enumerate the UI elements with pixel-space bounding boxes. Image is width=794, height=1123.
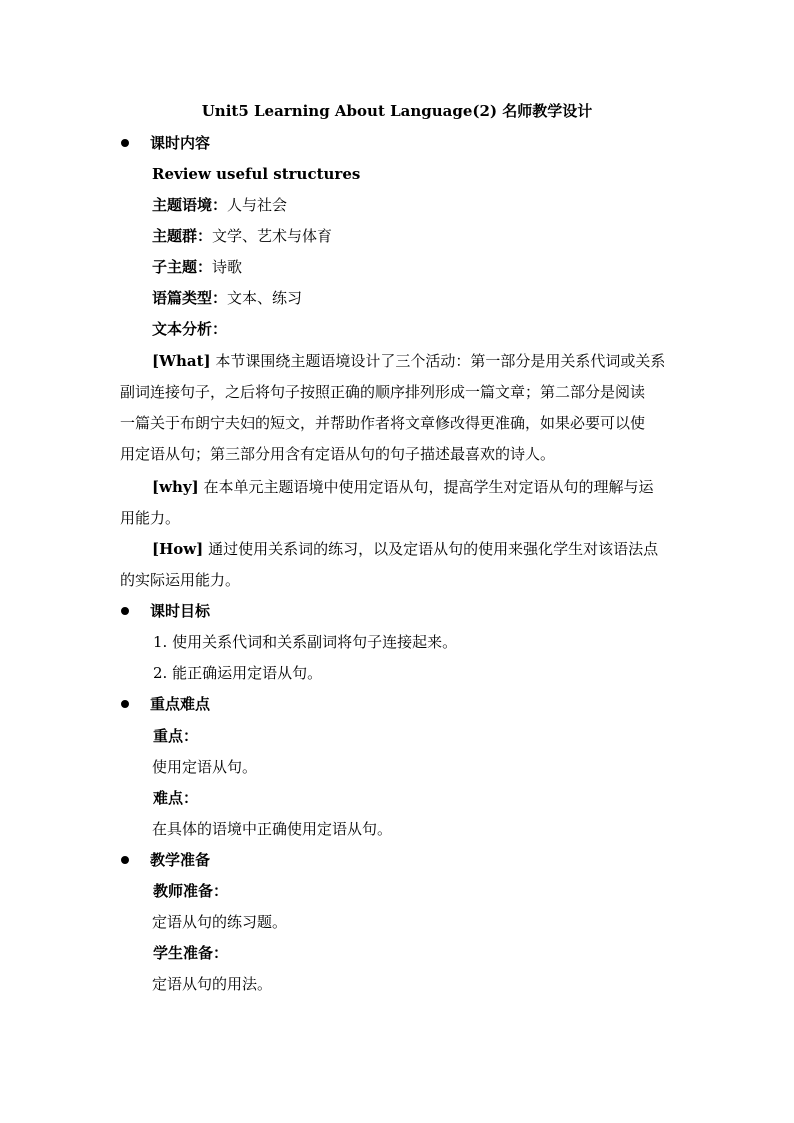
section-heading-prep: 教学准备: [150, 851, 211, 869]
group-line: [152, 226, 332, 246]
what-line-3: 一篇关于布朗宁夫妇的短文，并帮助作者将文章修改得更准确，如果必要可以使: [120, 414, 646, 432]
page-title: Unit5 Learning About Language(2) 名师教学设计: [201, 102, 593, 120]
what-line-1: [152, 351, 665, 371]
section-heading-key: 重点难点: [150, 695, 211, 713]
focus-value: 使用定语从句。: [152, 758, 258, 776]
bullet-icon: [121, 139, 129, 147]
why-line-2: 用能力。: [120, 509, 181, 527]
why-line-1: [152, 477, 654, 497]
goal-item-1: 1. 使用关系代词和关系副词将句子连接起来。: [153, 633, 458, 651]
section-heading-goals: 课时目标: [150, 602, 211, 620]
review-line: Review useful structures: [152, 165, 361, 183]
what-line-4: 用定语从句；第三部分用含有定语从句的句子描述最喜欢的诗人。: [120, 445, 556, 463]
teacher-prep-value: 定语从句的练习题。: [152, 913, 288, 931]
subtheme-value: 诗歌: [212, 258, 243, 276]
what-text-1: 本节课围绕主题语境设计了三个活动：第一部分是用关系代词或关系: [210, 352, 666, 370]
type-label: 语篇类型：: [152, 289, 228, 307]
bullet-icon: [121, 700, 129, 708]
theme-value: 人与社会: [227, 196, 288, 214]
analysis-label: 文本分析：: [152, 320, 228, 338]
why-tag: [why]: [152, 478, 199, 496]
student-prep-value: 定语从句的用法。: [152, 975, 273, 993]
what-tag: [What]: [152, 352, 211, 370]
why-text-1: 在本单元主题语境中使用定语从句，提高学生对定语从句的理解与运: [198, 478, 654, 496]
what-line-2: 副词连接句子，之后将句子按照正确的顺序排列形成一篇文章；第二部分是阅读: [120, 383, 646, 401]
theme-line: [152, 195, 287, 215]
student-prep-label: 学生准备：: [153, 944, 229, 962]
focus-label: 重点：: [153, 727, 199, 745]
difficulty-value: 在具体的语境中正确使用定语从句。: [152, 820, 393, 838]
difficulty-label: 难点：: [153, 789, 199, 807]
how-line-1: [152, 539, 658, 559]
teacher-prep-label: 教师准备：: [153, 882, 229, 900]
bullet-icon: [121, 856, 129, 864]
type-line: [152, 288, 302, 308]
how-text-1: 通过使用关系词的练习，以及定语从句的使用来强化学生对该语法点: [203, 540, 659, 558]
bullet-icon: [121, 607, 129, 615]
group-value: 文学、艺术与体育: [212, 227, 333, 245]
section-heading-content: 课时内容: [150, 134, 211, 152]
goal-item-2: 2. 能正确运用定语从句。: [153, 664, 323, 682]
how-tag: [How]: [152, 540, 204, 558]
how-line-2: 的实际运用能力。: [120, 571, 241, 589]
group-label: 主题群：: [152, 227, 213, 245]
type-value: 文本、练习: [227, 289, 303, 307]
subtheme-line: [152, 257, 242, 277]
theme-label: 主题语境：: [152, 196, 228, 214]
subtheme-label: 子主题：: [152, 258, 213, 276]
